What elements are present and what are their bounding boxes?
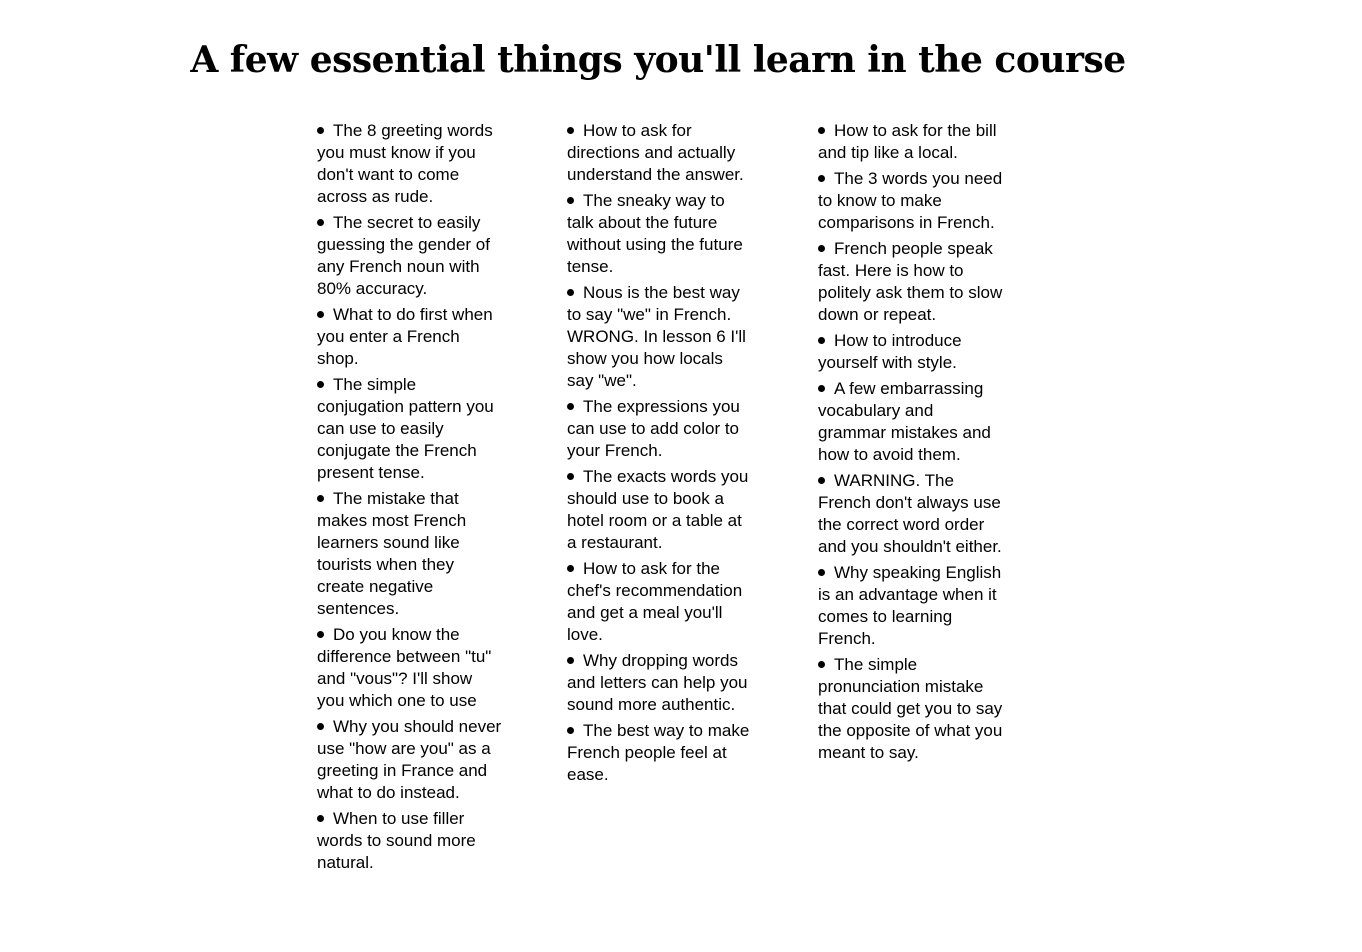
list-item-text: Why speaking English is an advantage when it comes to learning French. bbox=[818, 563, 1002, 648]
list-item bbox=[567, 466, 753, 554]
list-item bbox=[818, 120, 1004, 164]
list-item bbox=[317, 304, 503, 370]
bullet-icon bbox=[818, 127, 825, 134]
list-item-text: When to use filler words to sound more natural. bbox=[317, 809, 476, 872]
list-item-text: The secret to easily guessing the gender of any French noun with 80% accuracy. bbox=[317, 213, 490, 298]
list-item bbox=[818, 654, 1004, 764]
bullet-icon bbox=[567, 289, 574, 296]
bullet-icon bbox=[818, 175, 825, 182]
list-item-text: The best way to make French people feel at ease. bbox=[567, 721, 750, 784]
bullet-icon bbox=[567, 657, 574, 664]
bullet-icon bbox=[567, 473, 574, 480]
bullet-icon bbox=[567, 565, 574, 572]
bullet-icon bbox=[818, 337, 825, 344]
list-item bbox=[317, 488, 503, 620]
list-item bbox=[317, 624, 503, 712]
bullet-icon bbox=[818, 385, 825, 392]
list-item bbox=[317, 808, 503, 874]
list-item bbox=[317, 120, 503, 208]
list-item-text: A few embarrassing vocabulary and grammar mistakes and how to avoid them. bbox=[818, 379, 991, 464]
list-item bbox=[317, 212, 503, 300]
list-item-text: The 8 greeting words you must know if you don't want to come across as rude. bbox=[317, 121, 493, 206]
bullet-icon bbox=[567, 727, 574, 734]
list-item-text: Why dropping words and letters can help you sound more authentic. bbox=[567, 651, 748, 714]
learning-list-column-1 bbox=[317, 120, 503, 878]
bullet-icon bbox=[317, 127, 324, 134]
list-item-text: Why you should never use "how are you" as a greeting in France and what to do instead. bbox=[317, 717, 502, 802]
list-item bbox=[818, 470, 1004, 558]
bullet-icon bbox=[317, 631, 324, 638]
list-item-text: The simple pronunciation mistake that could get you to say the opposite of what you meant to say. bbox=[818, 655, 1003, 762]
bullet-icon bbox=[317, 311, 324, 318]
bullet-icon bbox=[317, 723, 324, 730]
bullet-icon bbox=[818, 569, 825, 576]
list-item bbox=[567, 396, 753, 462]
list-item-text: The exacts words you should use to book a hotel room or a table at a restaurant. bbox=[567, 467, 749, 552]
bullet-icon bbox=[317, 495, 324, 502]
list-item-text: Do you know the difference between "tu" and "vous"? I'll show you which one to use bbox=[317, 625, 492, 710]
list-item-text: How to introduce yourself with style. bbox=[818, 331, 962, 372]
bullet-icon bbox=[818, 245, 825, 252]
list-item-text: The sneaky way to talk about the future without using the future tense. bbox=[567, 191, 743, 276]
list-item bbox=[567, 720, 753, 786]
list-item bbox=[317, 374, 503, 484]
list-item-text: The 3 words you need to know to make comparisons in French. bbox=[818, 169, 1003, 232]
list-item-text: The simple conjugation pattern you can use to easily conjugate the French present tense. bbox=[317, 375, 494, 482]
learning-list-column-3 bbox=[818, 120, 1004, 768]
bullet-icon bbox=[317, 815, 324, 822]
list-item-text: How to ask for directions and actually understand the answer. bbox=[567, 121, 744, 184]
bullet-icon bbox=[567, 403, 574, 410]
bullet-icon bbox=[317, 219, 324, 226]
bullet-icon bbox=[567, 127, 574, 134]
list-item-text: How to ask for the bill and tip like a local. bbox=[818, 121, 997, 162]
page-title: A few essential things you'll learn in the course bbox=[190, 39, 1126, 81]
list-item bbox=[567, 558, 753, 646]
list-item bbox=[317, 716, 503, 804]
list-item-text: The mistake that makes most French learners sound like tourists when they create negative sentences. bbox=[317, 489, 467, 618]
learning-list-column-2 bbox=[567, 120, 753, 790]
list-item-text: French people speak fast. Here is how to politely ask them to slow down or repeat. bbox=[818, 239, 1003, 324]
list-item bbox=[567, 282, 753, 392]
list-item bbox=[567, 120, 753, 186]
bullet-icon bbox=[317, 381, 324, 388]
list-item-text: What to do first when you enter a French shop. bbox=[317, 305, 493, 368]
list-item bbox=[818, 168, 1004, 234]
bullet-icon bbox=[818, 477, 825, 484]
list-item-text: The expressions you can use to add color to your French. bbox=[567, 397, 740, 460]
list-item bbox=[567, 190, 753, 278]
list-item-text: Nous is the best way to say "we" in French. WRONG. In lesson 6 I'll show you how locals say "we". bbox=[567, 283, 746, 390]
list-item bbox=[818, 562, 1004, 650]
bullet-icon bbox=[567, 197, 574, 204]
list-item-text: How to ask for the chef's recommendation and get a meal you'll love. bbox=[567, 559, 743, 644]
list-item-text: WARNING. The French don't always use the correct word order and you shouldn't either. bbox=[818, 471, 1002, 556]
list-item bbox=[818, 330, 1004, 374]
list-item bbox=[567, 650, 753, 716]
bullet-icon bbox=[818, 661, 825, 668]
list-item bbox=[818, 238, 1004, 326]
list-item bbox=[818, 378, 1004, 466]
